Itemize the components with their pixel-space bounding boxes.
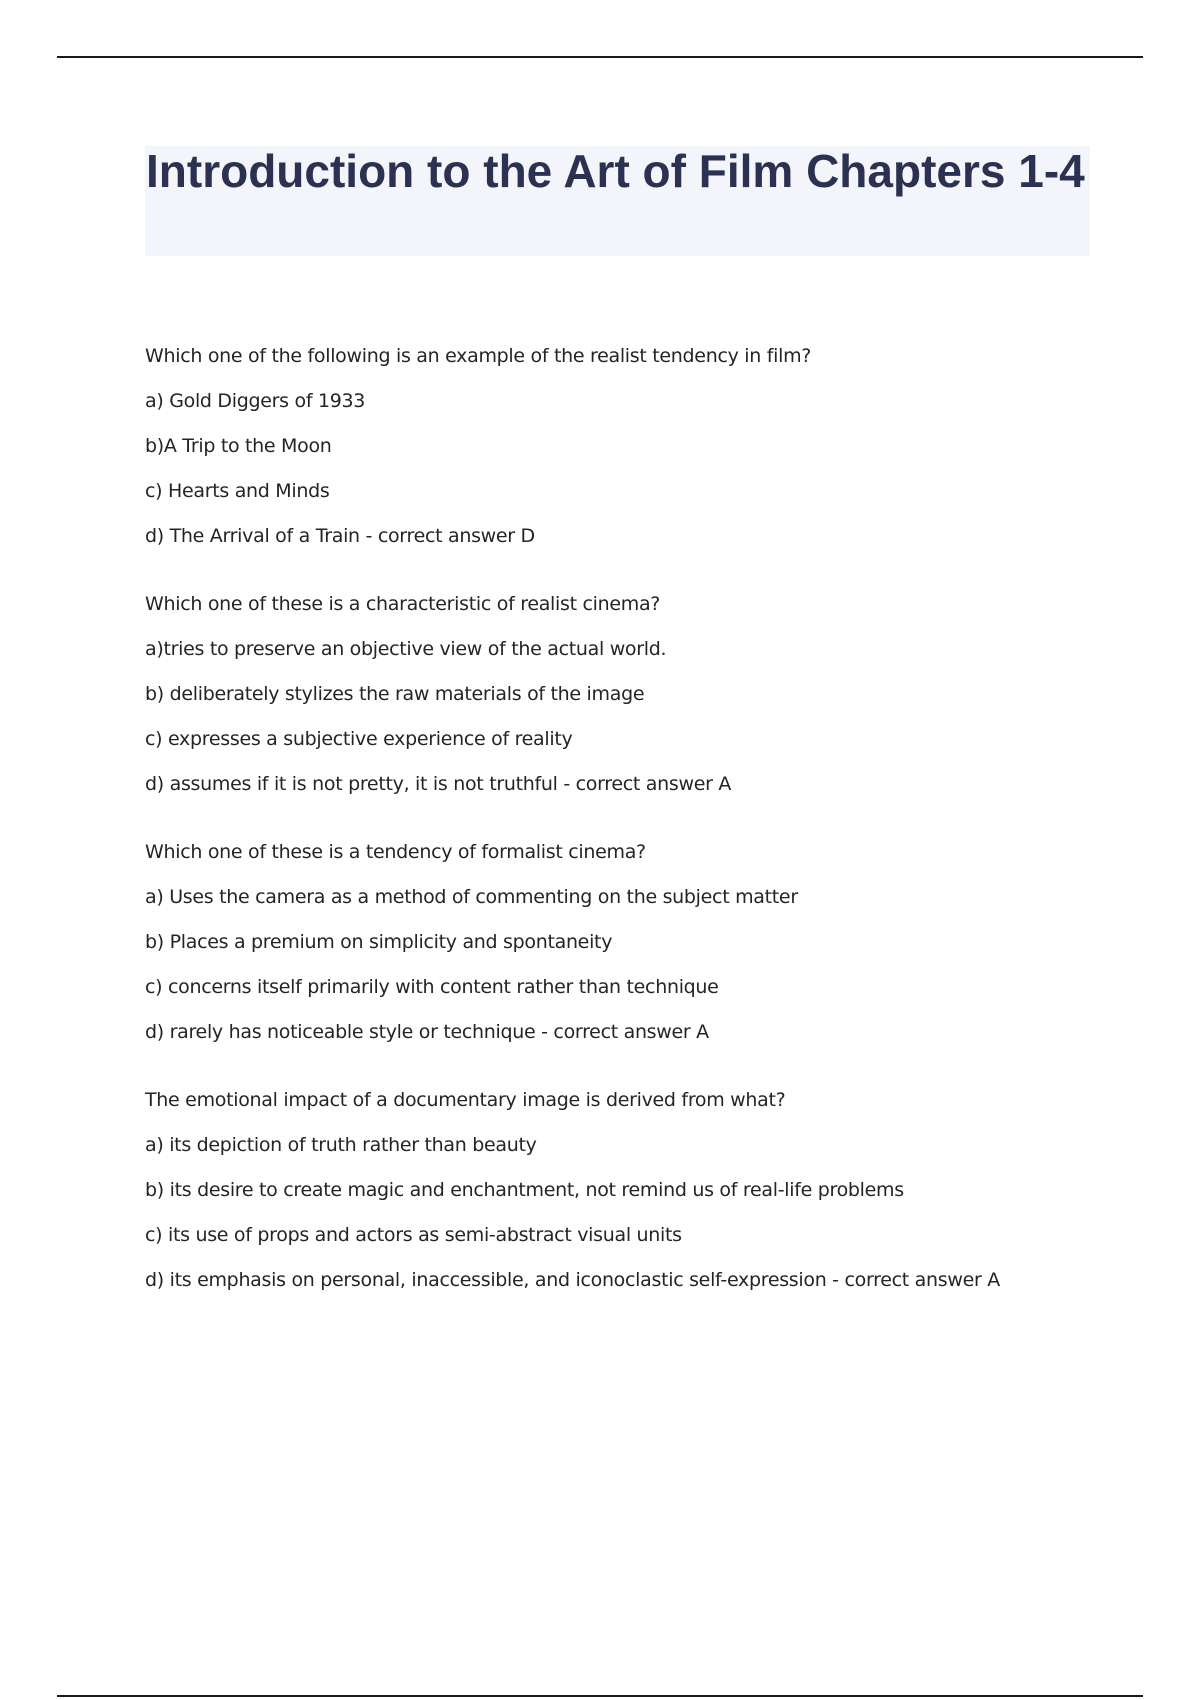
answer-option: c) Hearts and Minds [145,480,330,502]
answer-option: d) rarely has noticeable style or technique - correct answer A [145,1021,709,1043]
bottom-divider [57,1695,1143,1697]
question-item [145,345,1145,548]
answer-option: c) its use of props and actors as semi-abstract visual units [145,1224,682,1246]
document-title: Introduction to the Art of Film Chapters 1-4 [146,145,1085,197]
answer-option: c) concerns itself primarily with content rather than technique [145,976,719,998]
top-divider [57,56,1143,58]
answer-option: a) Gold Diggers of 1933 [145,390,366,412]
answer-option: b) Places a premium on simplicity and spontaneity [145,931,613,953]
question-list [145,345,1145,1337]
question-text: The emotional impact of a documentary image is derived from what? [145,1089,786,1111]
answer-option: b) its desire to create magic and enchantment, not remind us of real-life problems [145,1179,904,1201]
answer-option: b)A Trip to the Moon [145,435,332,457]
answer-option: d) assumes if it is not pretty, it is not truthful - correct answer A [145,773,732,795]
question-text: Which one of these is a tendency of formalist cinema? [145,841,646,863]
answer-option: d) The Arrival of a Train - correct answer D [145,525,535,547]
answer-option: a)tries to preserve an objective view of the actual world. [145,638,667,660]
question-item [145,593,1145,796]
answer-option: c) expresses a subjective experience of reality [145,728,573,750]
question-text: Which one of these is a characteristic of realist cinema? [145,593,661,615]
title-block [145,146,1090,256]
answer-option: a) its depiction of truth rather than beauty [145,1134,537,1156]
answer-option: b) deliberately stylizes the raw materials of the image [145,683,645,705]
question-text: Which one of the following is an example of the realist tendency in film? [145,345,812,367]
answer-option: d) its emphasis on personal, inaccessible, and iconoclastic self-expression - correct answer A [145,1269,1000,1291]
answer-option: a) Uses the camera as a method of commenting on the subject matter [145,886,798,908]
question-item [145,1089,1145,1292]
question-item [145,841,1145,1044]
